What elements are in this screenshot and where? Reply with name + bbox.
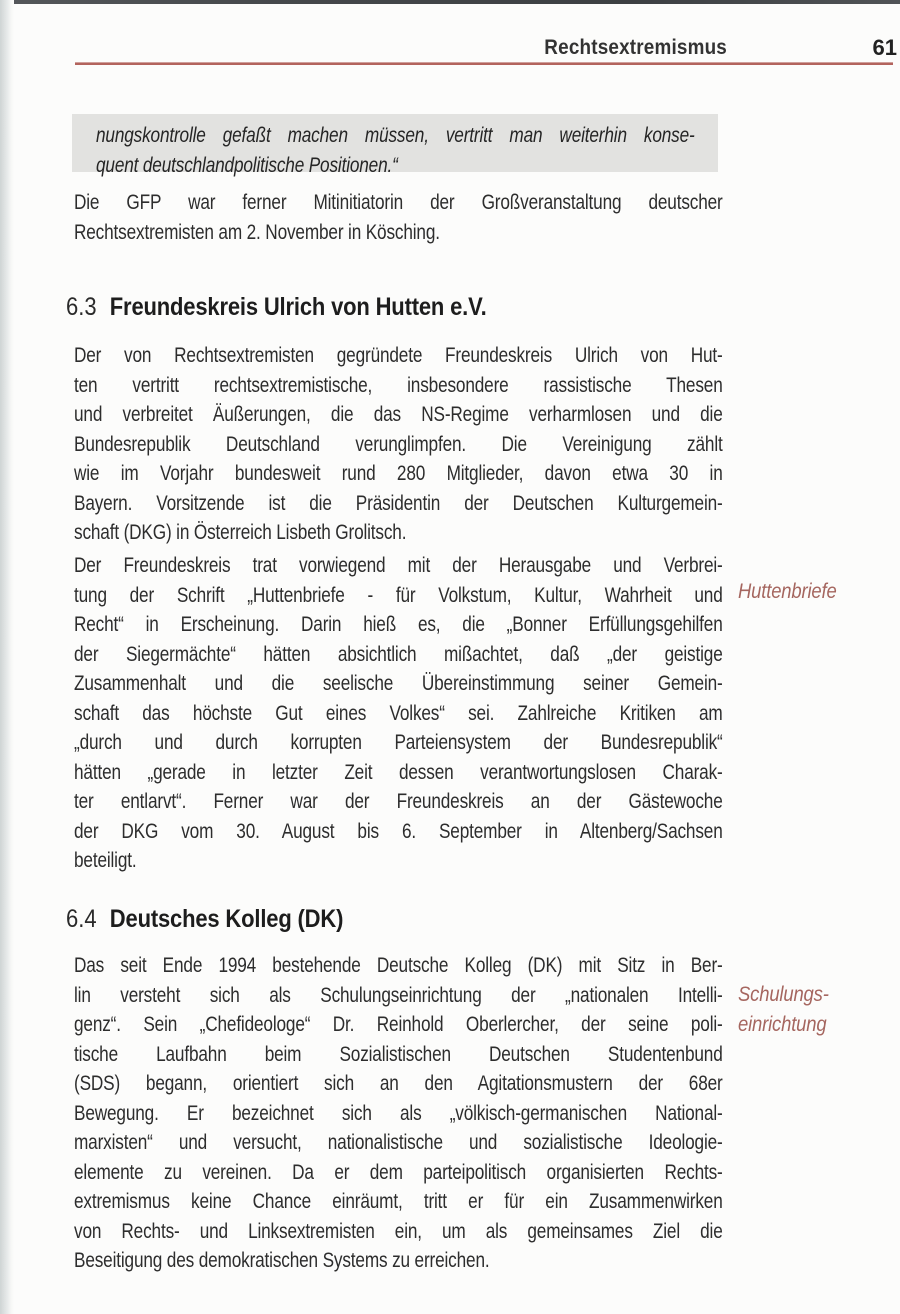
margin-note-schulungseinrichtung [738,980,900,1040]
text-line: nungskontrolle gefaßt machen müssen, vertritt man weiterhin konse- [96,124,695,147]
text-line: marxisten“ und versucht, nationalistische und sozialistische Ideologie- [74,1131,723,1154]
text-line: Die GFP war ferner Mitinitiatorin der Großveranstaltung deutscher [74,191,723,214]
text-line: genz“. Sein „Chefideologe“ Dr. Reinhold Oberlercher, der seine poli- [74,1013,723,1036]
text-line: schaft das höchste Gut eines Volkes“ sei. Zahlreiche Kritiken am [74,701,723,725]
text-line: (SDS) begann, orientiert sich an den Agitationsmustern der 68er [74,1072,723,1095]
margin-note-huttenbriefe [738,577,900,607]
paragraph-deutsches-kolleg [74,951,723,1276]
text-line: tung der Schrift „Huttenbriefe - für Volkstum, Kultur, Wahrheit und [74,583,723,607]
paragraph-huttenbriefe [74,551,723,876]
section-64-title: Deutsches Kolleg (DK) [109,905,344,933]
text-line: „durch und durch korrupten Parteiensystem der Bundesrepublik“ [74,731,723,754]
text-line: einrichtung [738,1013,827,1036]
text-line: ter entlarvt“. Ferner war der Freundeskreis an der Gästewoche [74,790,723,813]
text-line: beteiligt. [74,849,137,872]
text-line: schaft (DKG) in Österreich Lisbeth Grolitsch. [74,521,407,544]
text-line: Bundesrepublik Deutschland verunglimpfen. Die Vereinigung zählt [74,432,723,456]
text-line: und verbreitet Äußerungen, die das NS-Regime verharmlosen und die [74,403,723,426]
text-line: Bayern. Vorsitzende ist die Präsidentin der Deutschen Kulturgemein- [74,491,723,515]
header-rule-divider [75,62,893,65]
paragraph-gfp [74,188,723,247]
running-header-title: Rechtsextremismus [544,36,727,59]
text-line: Schulungs- [738,983,829,1006]
text-line: quent deutschlandpolitische Positionen.“ [96,153,398,177]
section-64-number: 6.4 [66,905,97,933]
text-line: der Siegermächte“ hätten absichtlich mißachtet, daß „der geistige [74,642,723,666]
text-line: Zusammenhalt und die seelische Übereinstimmung seiner Gemein- [74,672,723,695]
text-line: hätten „gerade in letzter Zeit dessen verantwortungslosen Charak- [74,760,723,784]
section-63-number: 6.3 [66,293,97,321]
text-line: Der von Rechtsextremisten gegründete Freundeskreis Ulrich von Hut- [74,344,723,367]
text-line: ten vertritt rechtsextremistische, insbesondere rassistische Thesen [74,373,723,397]
scan-top-edge [7,0,900,4]
scan-left-edge [0,0,14,1314]
text-line: tische Laufbahn beim Sozialistischen Deutschen Studentenbund [74,1042,723,1066]
section-63-heading [66,293,487,322]
text-line: Der Freundeskreis trat vorwiegend mit der Herausgabe und Verbrei- [74,554,723,577]
paragraph-freundeskreis [74,341,723,548]
text-line: elemente zu vereinen. Da er dem parteipolitisch organisierten Rechts- [74,1160,723,1184]
page-number: 61 [872,35,897,60]
text-line: Rechtsextremisten am 2. November in Kösching. [74,220,440,244]
text-line: Recht“ in Erscheinung. Darin hieß es, die „Bonner Erfüllungsgehilfen [74,613,723,636]
text-line: wie im Vorjahr bundesweit rund 280 Mitglieder, davon etwa 30 in [74,462,723,485]
section-64-heading [66,905,343,934]
text-line: der DKG vom 30. August bis 6. September in Altenberg/Sachsen [74,819,723,843]
text-line: Das seit Ende 1994 bestehende Deutsche Kolleg (DK) mit Sitz in Ber- [74,954,723,977]
text-line: von Rechts- und Linksextremisten ein, um als gemeinsames Ziel die [74,1219,723,1243]
text-line: extremismus keine Chance einräumt, tritt er für ein Zusammenwirken [74,1190,723,1213]
section-63-title: Freundeskreis Ulrich von Hutten e.V. [109,293,487,321]
quote-text [96,121,695,180]
text-line: lin versteht sich als Schulungseinrichtung der „nationalen Intelli- [74,983,723,1007]
text-line: Huttenbriefe [738,580,837,603]
text-line: Beseitigung des demokratischen Systems zu erreichen. [74,1249,490,1272]
quote-block [72,114,718,177]
text-line: Bewegung. Er bezeichnet sich als „völkisch-germanischen National- [74,1101,723,1125]
